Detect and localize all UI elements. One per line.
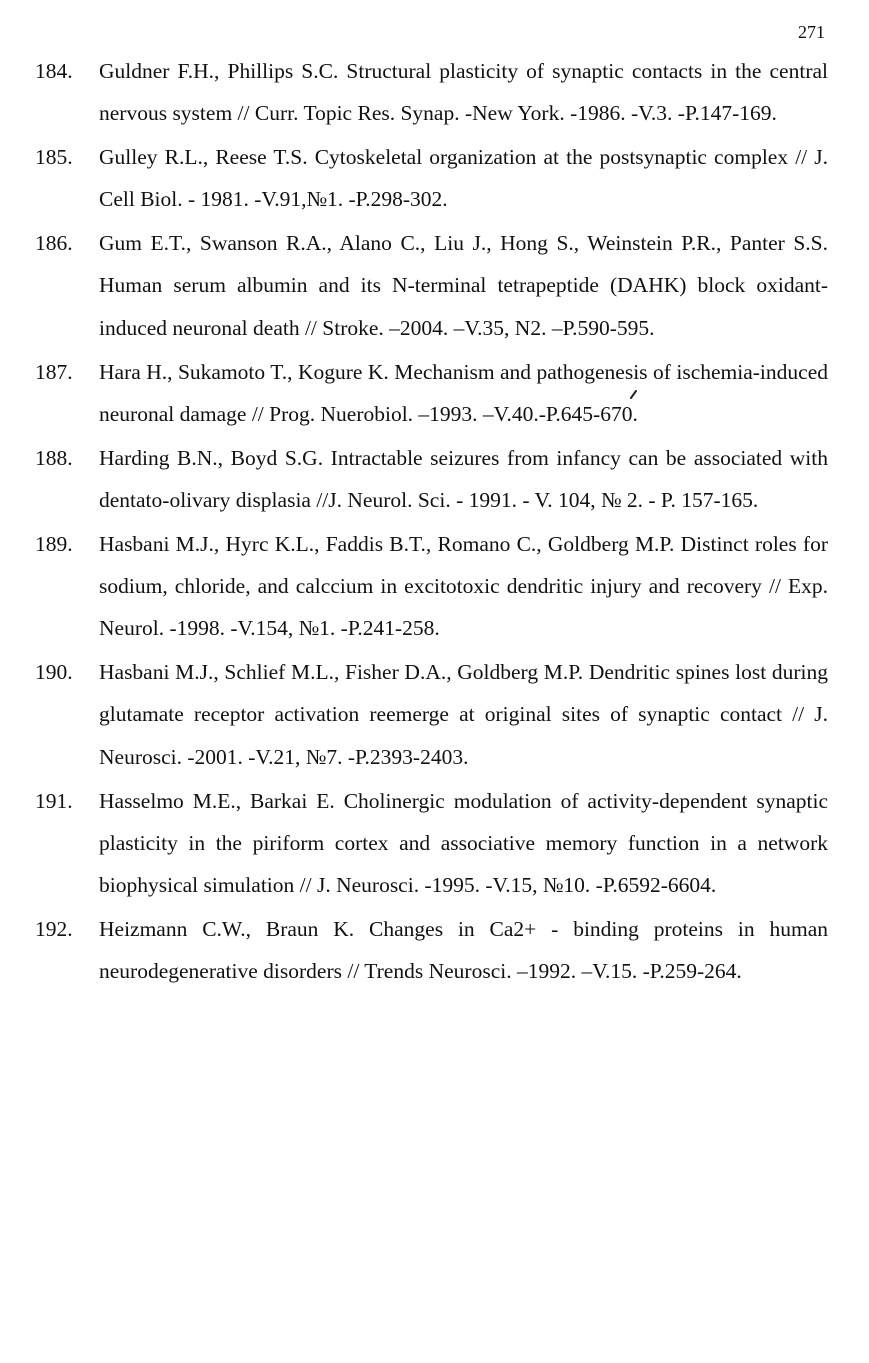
reference-186: [0, 222, 869, 349]
reference-192: [0, 908, 869, 993]
reference-190: [0, 651, 869, 778]
pen-tick-mark: [630, 389, 638, 399]
reference-number: 186.: [35, 231, 73, 256]
reference-text: Hara H., Sukamoto T., Kogure K. Mechanism and pathogenesis of ischemia-induced neuronal damage // Prog. Nuerobiol. –1993. –V.40.-P.645-670.: [99, 359, 828, 426]
reference-185: [0, 136, 869, 221]
reference-text: Hasselmo M.E., Barkai E. Cholinergic modulation of activity-dependent synaptic plasticity in the piriform cortex and associative memory function in a network biophysical simulation // J. Neurosci. -1995. -V.15, №10. -P.6592-6604.: [99, 788, 828, 898]
reference-187: [0, 351, 869, 436]
reference-text: Hasbani M.J., Hyrc K.L., Faddis B.T., Romano C., Goldberg M.P. Distinct roles for sodium, chloride, and calccium in excitotoxic dendritic injury and recovery // Exp. Neurol. -1998. -V.154, №1. -P.241-258.: [99, 531, 828, 641]
reference-number: 185.: [35, 145, 73, 170]
reference-number: 187.: [35, 359, 73, 384]
reference-list: [0, 50, 869, 994]
reference-189: [0, 523, 869, 650]
reference-number: 192.: [35, 916, 73, 941]
reference-text: Guldner F.H., Phillips S.C. Structural plasticity of synaptic contacts in the central nervous system // Curr. Topic Res. Synap. -New York. -1986. -V.3. -P.147-169.: [99, 59, 828, 126]
reference-number: 188.: [35, 445, 73, 470]
reference-188: [0, 437, 869, 522]
reference-number: 190.: [35, 660, 73, 685]
reference-text: Gum E.T., Swanson R.A., Alano C., Liu J., Hong S., Weinstein P.R., Panter S.S. Human serum albumin and its N-terminal tetrapeptide (DAHK) block oxidant-induced neuronal death // Stroke. –2004. –V.35, N2. –P.590-595.: [99, 231, 828, 340]
reference-number: 189.: [35, 531, 73, 556]
reference-text: Hasbani M.J., Schlief M.L., Fisher D.A., Goldberg M.P. Dendritic spines lost during glutamate receptor activation reemerge at original sites of synaptic contact // J. Neurosci. -2001. -V.21, №7. -P.2393-2403.: [99, 660, 828, 769]
page-number: 271: [798, 22, 825, 42]
reference-184: [0, 50, 869, 135]
reference-text: Gulley R.L., Reese T.S. Cytoskeletal organization at the postsynaptic complex // J. Cell Biol. - 1981. -V.91,№1. -P.298-302.: [99, 145, 828, 212]
reference-text: Heizmann C.W., Braun K. Changes in Ca2+ - binding proteins in human neurodegenerative disorders // Trends Neurosci. –1992. –V.15. -P.259-264.: [99, 916, 828, 984]
reference-number: 191.: [35, 788, 73, 813]
reference-number: 184.: [35, 59, 73, 83]
reference-191: [0, 780, 869, 907]
reference-text: Harding B.N., Boyd S.G. Intractable seizures from infancy can be associated with dentato-olivary displasia //J. Neurol. Sci. - 1991. - V. 104, № 2. - P. 157-165.: [99, 445, 828, 512]
